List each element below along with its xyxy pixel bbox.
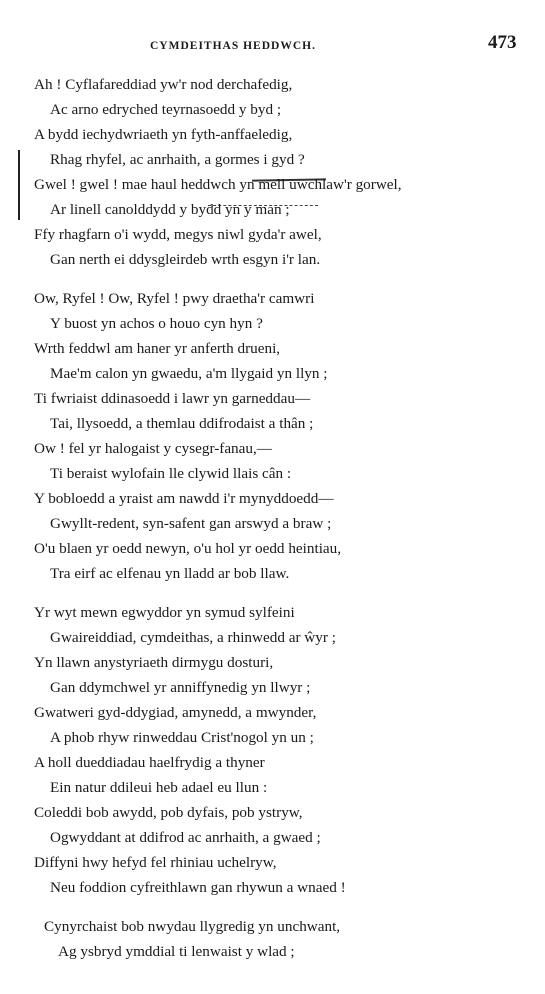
- verse-line: Ow, Ryfel ! Ow, Ryfel ! pwy draetha'r camwri: [34, 290, 315, 307]
- verse-line: Mae'm calon yn gwaedu, a'm llygaid yn llyn ;: [50, 365, 328, 382]
- verse-line: Cynyrchaist bob nwydau llygredig yn unchwant,: [44, 918, 341, 935]
- verse-line: Ar linell canolddydd y bydd yn y man ;: [50, 201, 290, 218]
- verse-line: Ffy rhagfarn o'i wydd, megys niwl gyda'r awel,: [34, 226, 322, 243]
- verse-line: Ein natur ddileui heb adael eu llun :: [50, 779, 268, 796]
- verse-line: Gwaireiddiad, cymdeithas, a rhinwedd ar ŵyr ;: [50, 629, 336, 646]
- verse-line: Gwel ! gwel ! mae haul heddwch yn mell uwchlaw'r gorwel,: [34, 176, 402, 193]
- verse-line: Ogwyddant at ddifrod ac anrhaith, a gwaed ;: [50, 829, 321, 846]
- verse-line: Y buost yn achos o houo cyn hyn ?: [50, 315, 263, 332]
- verse-line: Tra eirf ac elfenau yn lladd ar bob llaw.: [50, 565, 290, 582]
- verse-line: Coleddi bob awydd, pob dyfais, pob ystryw,: [34, 804, 303, 821]
- verse-line: Ag ysbryd ymddial ti lenwaist y wlad ;: [58, 943, 295, 960]
- running-title: CYMDEITHAS HEDDWCH.: [150, 40, 316, 52]
- verse-line: Ah ! Cyflafareddiad yw'r nod derchafedig,: [34, 76, 293, 93]
- verse-line: Tai, llysoedd, a themlau ddifrodaist a thân ;: [50, 415, 314, 432]
- verse-line: A bydd iechydwriaeth yn fyth-anffaeledig,: [34, 126, 293, 143]
- verse-line: Yr wyt mewn egwyddor yn symud sylfeini: [34, 604, 295, 621]
- verse-line: Gwyllt-redent, syn-safent gan arswyd a braw ;: [50, 515, 332, 532]
- verse-line: Wrth feddwl am haner yr anferth drueni,: [34, 340, 281, 357]
- verse-line: Gan nerth ei ddysgleirdeb wrth esgyn i'r lan.: [50, 251, 321, 268]
- verse-line: Yn llawn anystyriaeth dirmygu dosturi,: [34, 654, 274, 671]
- verse-line: Y bobloedd a yraist am nawdd i'r mynyddoedd—: [34, 490, 334, 507]
- verse-line: Diffyni hwy hefyd fel rhiniau uchelryw,: [34, 854, 277, 871]
- verse-line: Ow ! fel yr halogaist y cysegr-fanau,—: [34, 440, 272, 457]
- verse-line: Gwatweri gyd-ddygiad, amynedd, a mwynder,: [34, 704, 317, 721]
- verse-line: A phob rhyw rinweddau Crist'nogol yn un ;: [50, 729, 314, 746]
- verse-line: Ti fwriaist ddinasoedd i lawr yn garneddau—: [34, 390, 311, 407]
- verse-line: A holl dueddiadau haelfrydig a thyner: [34, 754, 265, 771]
- verse-line: O'u blaen yr oedd newyn, o'u hol yr oedd heintiau,: [34, 540, 342, 557]
- verse-line: Neu foddion cyfreithlawn gan rhywun a wnaed !: [50, 879, 346, 896]
- page-number: 473: [488, 32, 517, 53]
- verse-line: Gan ddymchwel yr anniffynedig yn llwyr ;: [50, 679, 311, 696]
- verse-line: Ac arno edryched teyrnasoedd y byd ;: [50, 101, 282, 118]
- verse-line: Rhag rhyfel, ac anrhaith, a gormes i gyd ?: [50, 151, 305, 168]
- verse-line: Ti beraist wylofain lle clywid llais cân :: [50, 465, 292, 482]
- margin-pencil-mark: [18, 150, 20, 220]
